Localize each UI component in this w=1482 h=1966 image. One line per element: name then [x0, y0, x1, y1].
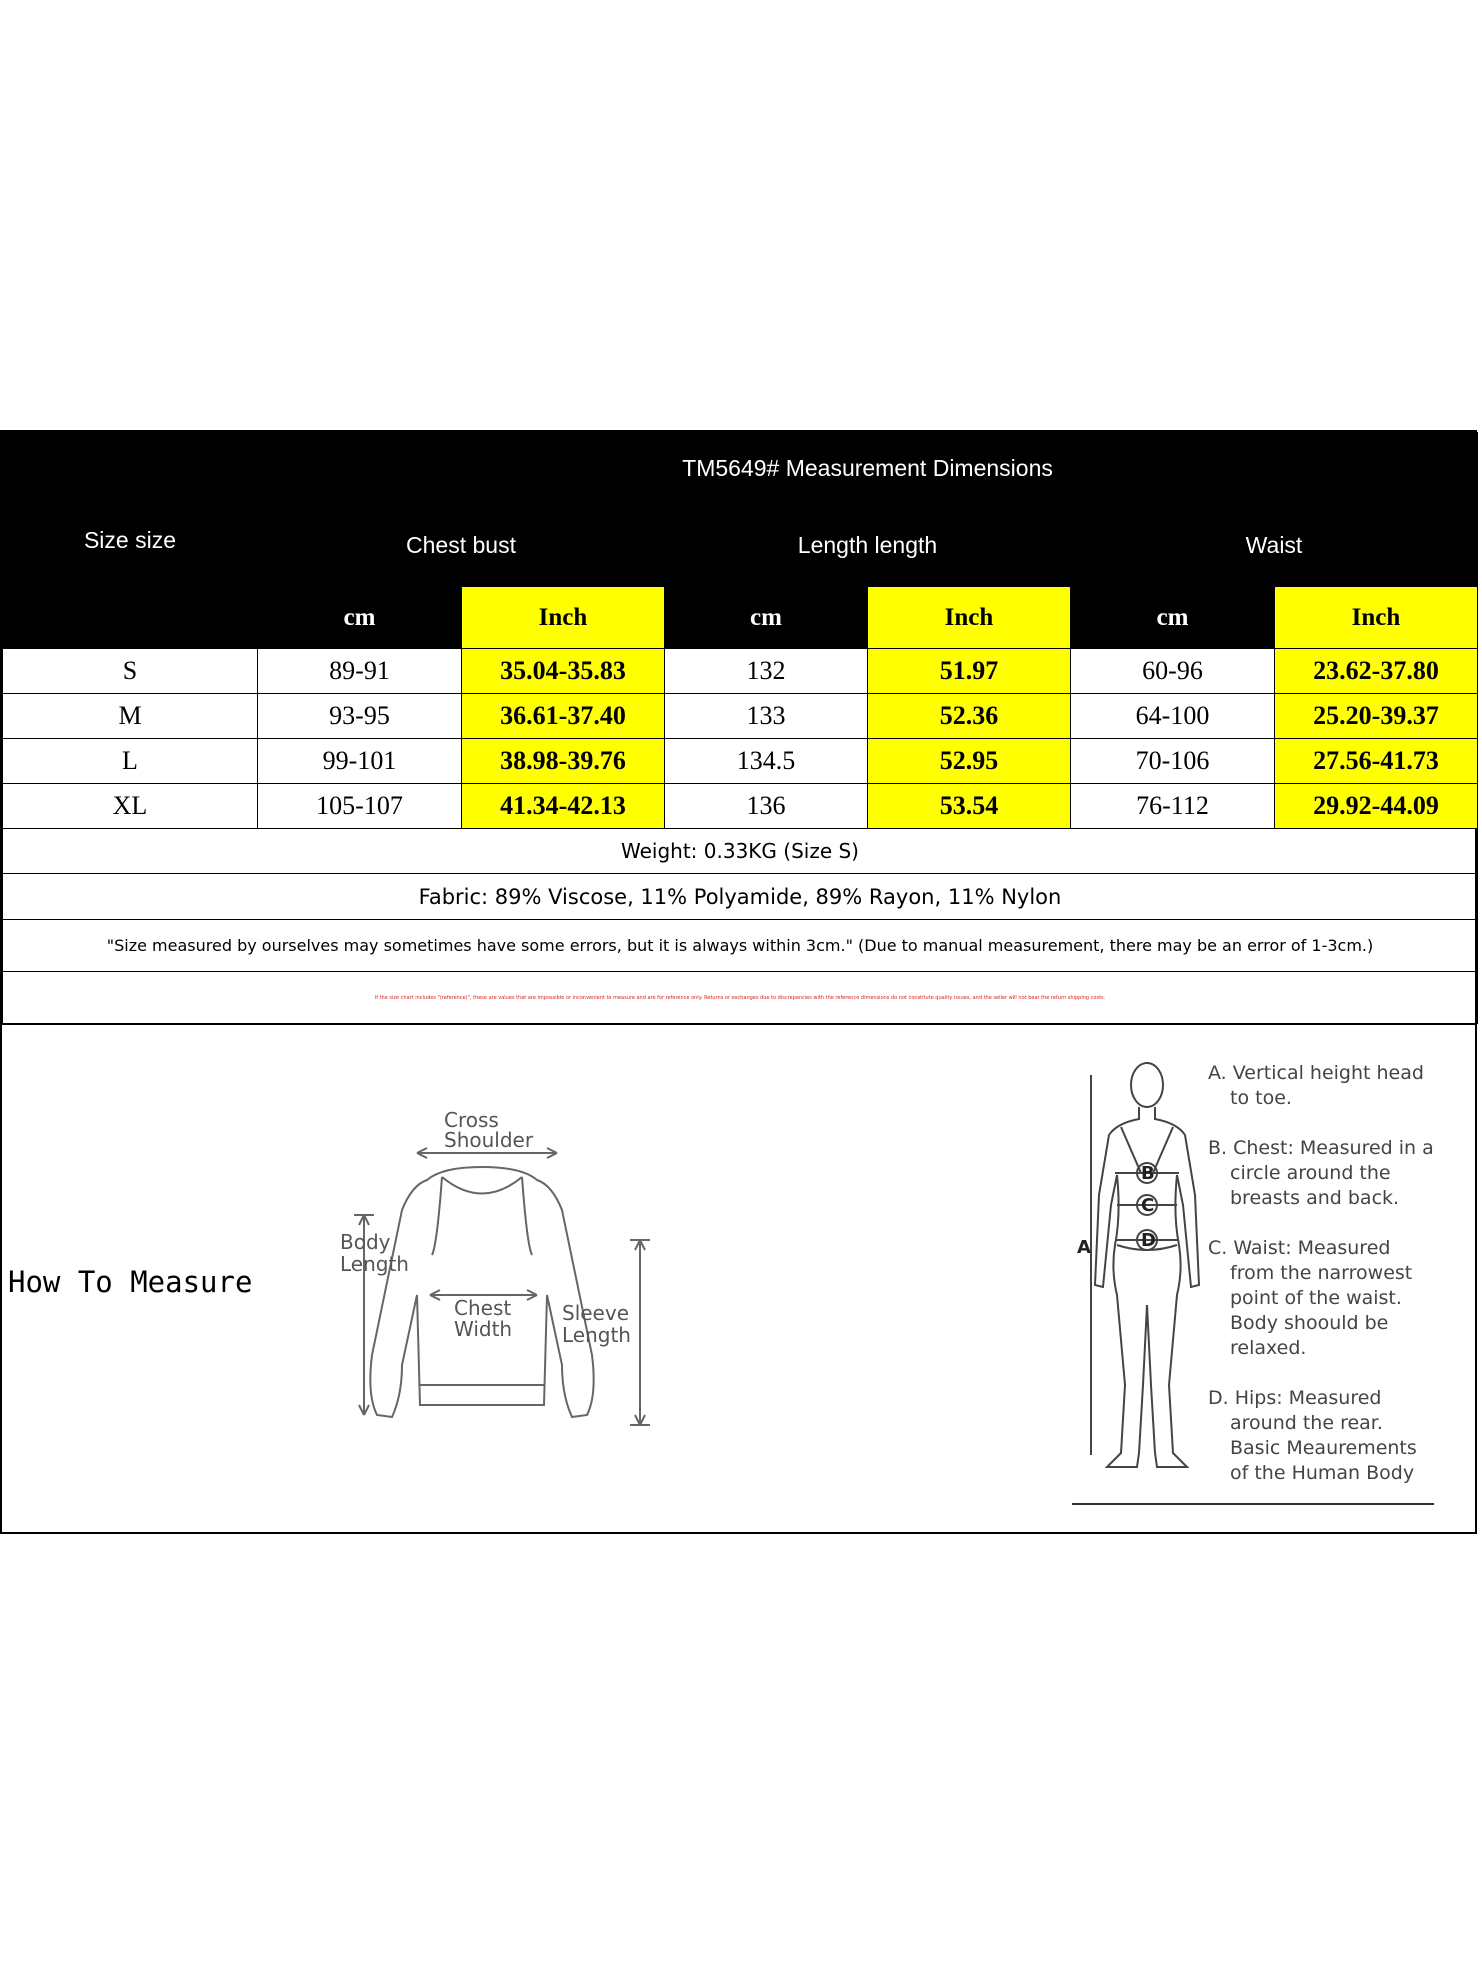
sleeve-length-label: Sleeve — [562, 1301, 630, 1325]
size-cell: S — [3, 649, 258, 694]
length-cm-cell: 136 — [665, 784, 868, 829]
length-inch-cell: 53.54 — [868, 784, 1071, 829]
chest-inch-cell: 38.98-39.76 — [462, 739, 665, 784]
waist-inch-cell: 25.20-39.37 — [1275, 694, 1478, 739]
length-inch-cell: 51.97 — [868, 649, 1071, 694]
chest-cm-cell: 93-95 — [258, 694, 462, 739]
marker-d: D — [1141, 1230, 1156, 1251]
waist-cm-cell: 60-96 — [1071, 649, 1275, 694]
size-chart-sheet — [0, 430, 1477, 1534]
how-to-measure-heading: How To Measure — [8, 1265, 253, 1299]
table-row — [3, 739, 1478, 784]
waist-inch-cell: 29.92-44.09 — [1275, 784, 1478, 829]
measurement-legend — [1208, 1061, 1438, 1511]
chest-width-label: Chest — [454, 1296, 512, 1320]
body-length-label: Length — [340, 1252, 409, 1276]
size-cell: M — [3, 694, 258, 739]
measurement-note: "Size measured by ourselves may sometimes have some errors, but it is always within 3cm." (Due to manual measurement, there may be an error of 1-3cm.) — [3, 920, 1478, 972]
size-cell: L — [3, 739, 258, 784]
size-header: Size size — [3, 433, 258, 649]
group-length: Length length — [665, 505, 1071, 587]
chest-cm-cell: 105-107 — [258, 784, 462, 829]
chest-cm-cell: 99-101 — [258, 739, 462, 784]
sleeve-length-label: Length — [562, 1323, 631, 1347]
legend-divider — [1072, 1503, 1434, 1505]
body-figure-diagram — [1077, 1055, 1202, 1495]
legend-item: D. Hips: Measured around the rear. Basic Meaurements of the Human Body — [1208, 1387, 1417, 1484]
chest-inch-cell: 41.34-42.13 — [462, 784, 665, 829]
marker-b: B — [1141, 1163, 1155, 1184]
unit-inch: Inch — [1275, 587, 1478, 649]
length-cm-cell: 134.5 — [665, 739, 868, 784]
weight-info: Weight: 0.33KG (Size S) — [3, 829, 1478, 874]
waist-inch-cell: 23.62-37.80 — [1275, 649, 1478, 694]
table-row — [3, 784, 1478, 829]
cross-shoulder-label: Cross — [444, 1108, 499, 1132]
chest-inch-cell: 36.61-37.40 — [462, 694, 665, 739]
legend-item: B. Chest: Measured in a circle around the breasts and back. — [1208, 1137, 1434, 1209]
length-inch-cell: 52.36 — [868, 694, 1071, 739]
legend-item: C. Waist: Measured from the narrowest point of the waist. Body shoould be relaxed. — [1208, 1237, 1413, 1359]
reference-disclaimer: If the size chart includes "(reference)", these are values that are impossible or inconvenient to measure and are for reference only. Returns or exchanges due to discrepancies with the reference dimensions do not constitute quality issues, and the seller will not bear the return shipping costs. — [3, 972, 1478, 1024]
waist-cm-cell: 70-106 — [1071, 739, 1275, 784]
cross-shoulder-label: Shoulder — [444, 1128, 534, 1152]
waist-cm-cell: 76-112 — [1071, 784, 1275, 829]
unit-cm: cm — [1071, 587, 1275, 649]
unit-cm: cm — [665, 587, 868, 649]
chest-inch-cell: 35.04-35.83 — [462, 649, 665, 694]
marker-c: C — [1141, 1195, 1155, 1216]
legend-item: A. Vertical height head to toe. — [1208, 1062, 1424, 1109]
body-length-label: Body — [340, 1230, 391, 1254]
group-waist: Waist — [1071, 505, 1478, 587]
table-row — [3, 694, 1478, 739]
marker-a: A — [1077, 1237, 1091, 1258]
size-table — [2, 432, 1478, 1024]
unit-inch: Inch — [462, 587, 665, 649]
chest-cm-cell: 89-91 — [258, 649, 462, 694]
fabric-info: Fabric: 89% Viscose, 11% Polyamide, 89% Rayon, 11% Nylon — [3, 874, 1478, 920]
length-inch-cell: 52.95 — [868, 739, 1071, 784]
length-cm-cell: 133 — [665, 694, 868, 739]
unit-cm: cm — [258, 587, 462, 649]
table-title: TM5649# Measurement Dimensions — [258, 433, 1478, 505]
waist-cm-cell: 64-100 — [1071, 694, 1275, 739]
how-to-measure-section — [2, 1024, 1475, 1537]
size-cell: XL — [3, 784, 258, 829]
garment-diagram — [332, 1105, 712, 1435]
chest-width-label: Width — [454, 1317, 513, 1341]
length-cm-cell: 132 — [665, 649, 868, 694]
unit-inch: Inch — [868, 587, 1071, 649]
table-row — [3, 649, 1478, 694]
group-chest-bust: Chest bust — [258, 505, 665, 587]
waist-inch-cell: 27.56-41.73 — [1275, 739, 1478, 784]
